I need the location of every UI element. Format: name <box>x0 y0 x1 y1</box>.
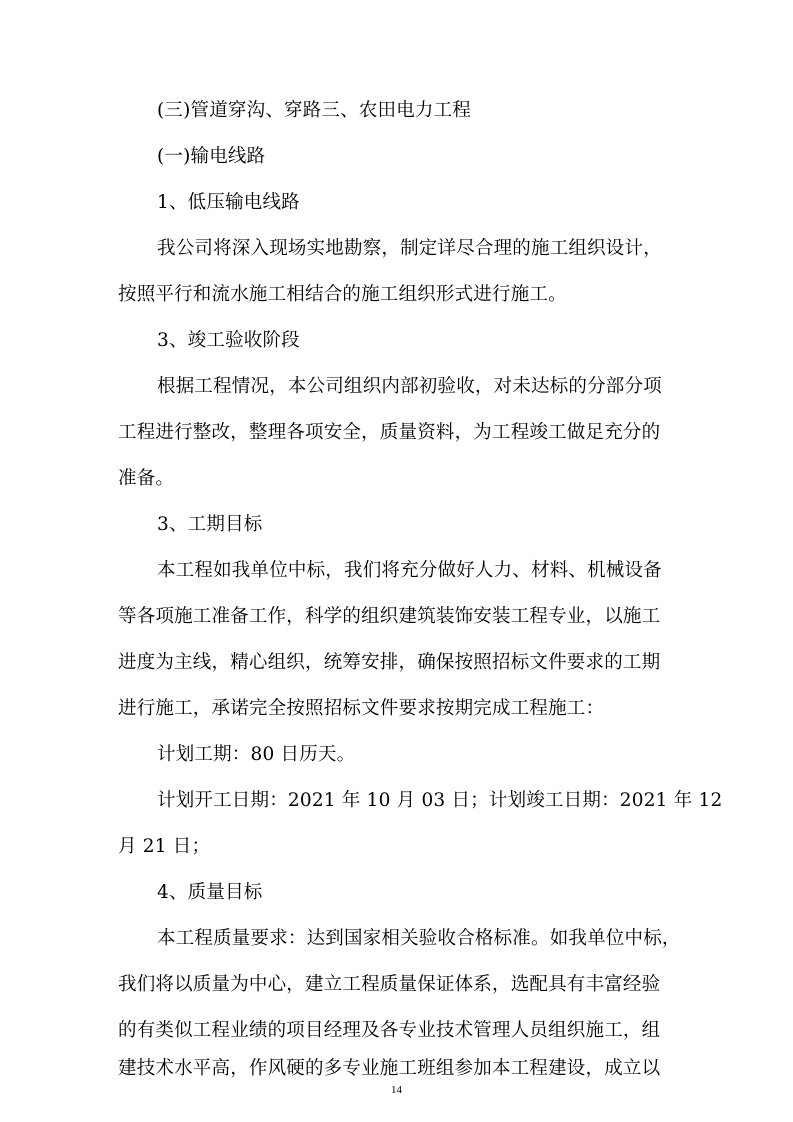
paragraph-line: 我们将以质量为中心，建立工程质量保证体系，选配具有丰富经验 <box>118 974 661 995</box>
planned-duration: 计划工期：80 日历天。 <box>157 744 356 765</box>
paragraph-line: 根据工程情况，本公司组织内部初验收，对未达标的分部分项 <box>157 376 662 397</box>
paragraph-line: 准备。 <box>118 468 175 489</box>
paragraph-line: 按照平行和流水施工相结合的施工组织形式进行施工。 <box>118 284 567 305</box>
paragraph-line: 等各项施工准备工作，科学的组织建筑装饰安装工程专业，以施工 <box>118 606 661 627</box>
planned-dates: 计划开工日期：2021 年 10 月 03 日；计划竣工日期：2021 年 12 <box>157 790 723 811</box>
paragraph-line: 进行施工，承诺完全按照招标文件要求按期完成工程施工： <box>118 698 605 719</box>
subheading-schedule-target: 3、工期目标 <box>157 514 263 535</box>
paragraph-line: 的有类似工程业绩的项目经理及各专业技术管理人员组织施工，组 <box>118 1020 661 1041</box>
planned-dates-continued: 月 21 日； <box>118 836 211 857</box>
subheading-low-voltage: 1、低压输电线路 <box>157 192 300 213</box>
paragraph-line: 工程进行整改，整理各项安全，质量资料，为工程竣工做足充分的 <box>118 422 661 443</box>
paragraph-line: 我公司将深入现场实地勘察，制定详尽合理的施工组织设计， <box>157 238 662 259</box>
paragraph-line: 本工程质量要求：达到国家相关验收合格标准。如我单位中标， <box>157 928 681 949</box>
section-heading-pipeline: (三)管道穿沟、穿路三、农田电力工程 <box>157 100 472 121</box>
paragraph-line: 建技术水平高，作风硬的多专业施工班组参加本工程建设，成立以 <box>118 1058 661 1079</box>
section-heading-transmission: (一)输电线路 <box>157 146 266 167</box>
subheading-quality-target: 4、质量目标 <box>157 882 263 903</box>
paragraph-line: 进度为主线，精心组织，统筹安排，确保按照招标文件要求的工期 <box>118 652 661 673</box>
subheading-acceptance: 3、竣工验收阶段 <box>157 330 300 351</box>
page-number: 14 <box>391 1084 402 1096</box>
paragraph-line: 本工程如我单位中标，我们将充分做好人力、材料、机械设备 <box>157 560 662 581</box>
